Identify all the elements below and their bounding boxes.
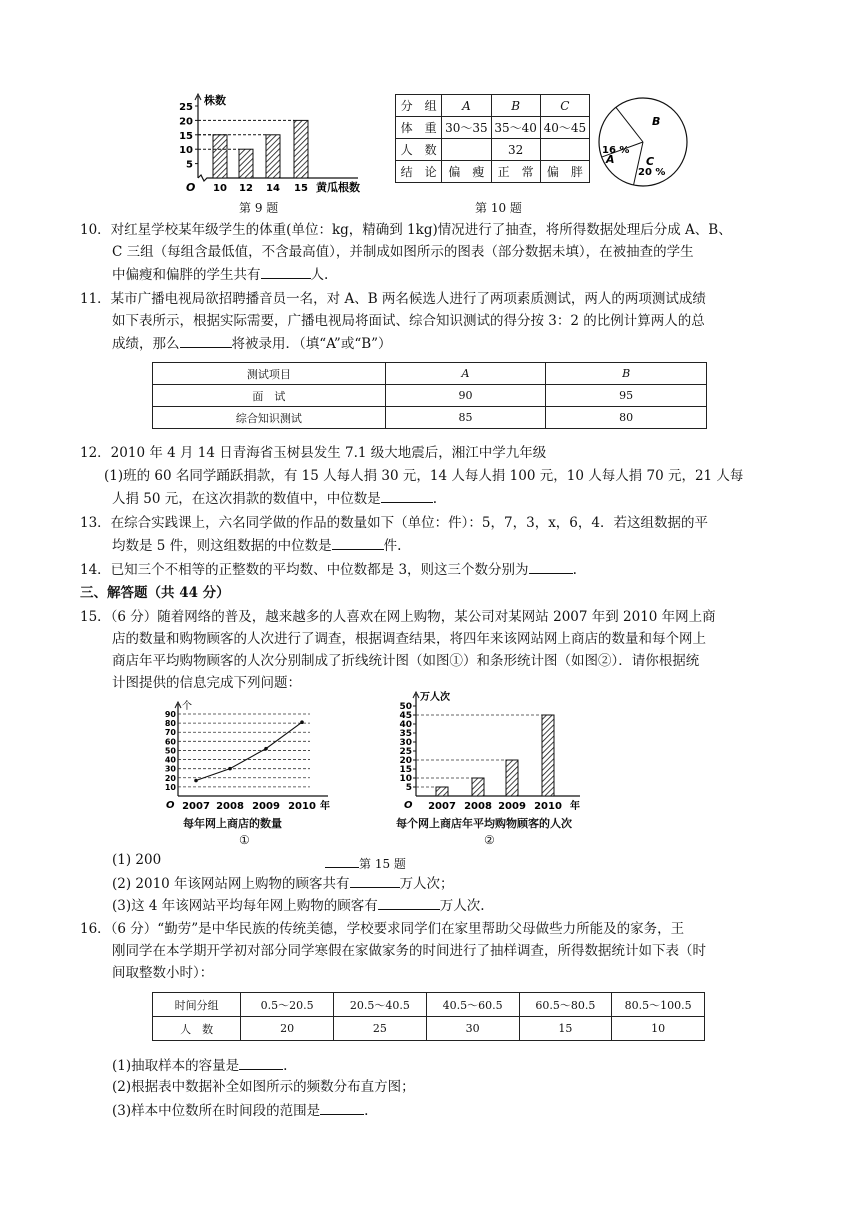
q15-sub-2 <box>112 873 454 894</box>
fig15a-y-tick-label: 70 <box>164 728 176 738</box>
q16-sub-3 <box>112 1100 368 1121</box>
q10-line-3 <box>112 264 328 285</box>
fig15b-origin: O <box>404 800 413 811</box>
q16-sub1-text-a: (1)抽取样本的容量是 <box>112 1058 240 1074</box>
fig15b-y-tick-label: 20 <box>399 756 412 766</box>
fig9-y-tick-label: 5 <box>186 159 193 171</box>
fig10-table-cell: 正 常 <box>491 161 540 183</box>
fig15b-y-tick-label: 10 <box>399 774 412 784</box>
fig10-pie-chart <box>596 95 690 189</box>
q16-table-row <box>153 993 705 1017</box>
q10-text-b: 人. <box>310 267 329 283</box>
fig15b-x-unit: 年 <box>570 801 580 812</box>
q11-table-row <box>153 363 707 385</box>
q11-text-b: 将被录用．（填“A”或“B”） <box>231 336 392 352</box>
q15-line-3: 商店年平均购物顾客的人次分别制成了折线统计图（如图①）和条形统计图（如图②）．请你根据统 <box>112 653 700 669</box>
q11-table-row <box>153 385 707 407</box>
q16-frequency-table <box>152 992 705 1041</box>
fig15b-y-tick-label: 30 <box>399 738 412 748</box>
q15-line-4: 计图提供的信息完成下列问题： <box>112 675 301 691</box>
fig10-pie-value-label: 20 % <box>638 167 666 178</box>
fig15a-x-tick-label: 2008 <box>216 801 244 812</box>
q16-table-cell: 时间分组 <box>153 993 241 1017</box>
q15-sub3-text-b: 万人次. <box>439 898 485 914</box>
fig15a-y-tick-label: 20 <box>164 773 176 783</box>
fig10-table-cell: 40～45 <box>540 117 589 139</box>
q16-sub3-text-b: . <box>364 1103 369 1119</box>
fig15b-x-tick-label: 2010 <box>534 801 562 812</box>
fig9-y-tick-label: 10 <box>179 145 193 157</box>
fig9-origin: O <box>186 181 196 194</box>
q15-sub2-text-b: 万人次； <box>399 876 454 892</box>
q12-line-3 <box>112 488 437 509</box>
fig10-table-cell <box>442 139 491 161</box>
fig15b-y-tick-label: 25 <box>399 747 412 757</box>
fig10-table-cell <box>540 139 589 161</box>
fig9-x-tick-label: 14 <box>266 183 280 194</box>
fig15b-bar <box>542 715 554 796</box>
fig10-caption: 第 10 题 <box>475 201 522 215</box>
q16-table-cell: 30 <box>426 1017 519 1041</box>
fig9-y-tick-label: 20 <box>179 116 193 128</box>
fig15a-y-tick-label: 50 <box>164 746 176 756</box>
q16-table-cell: 10 <box>612 1017 705 1041</box>
q12-line-2: (1)班的 60 名同学踊跃捐款，有 15 人每人捐 30 元，14 人每人捐 100 元，10 人每人捐 70 元，21 人每 <box>104 468 744 484</box>
q14-line-1 <box>80 559 577 580</box>
q11-table-cell: 85 <box>385 407 546 429</box>
fig15a-x-tick-label: 2007 <box>182 801 210 812</box>
fig15a-y-tick-label: 10 <box>164 782 176 792</box>
q15-line-2: 店的数量和购物顾客的人次进行了调查，根据调查结果，将四年来该网站网上商店的数量和每个网上 <box>112 631 706 647</box>
q11-table-cell: 95 <box>546 385 707 407</box>
fig10-pie-label: A <box>606 153 615 166</box>
fig15a-origin: O <box>166 800 175 811</box>
q16-line-1: 16．（6 分）“勤劳”是中华民族的传统美德，学校要求同学们在家里帮助父母做些力所能及的家务，王 <box>80 921 685 937</box>
fig15b-y-tick-label: 50 <box>399 702 412 712</box>
fig10-pie-label: C <box>646 155 655 168</box>
q16-table-cell: 0.5～20.5 <box>241 993 334 1017</box>
q16-table-cell: 20.5～40.5 <box>334 993 427 1017</box>
q13-line-1: 13．在综合实践课上，六名同学做的作品的数量如下（单位：件）：5，7，3，x，6，4．若这组数据的平 <box>80 515 708 531</box>
fig9-bar <box>266 135 280 178</box>
fig15b-marker: ② <box>484 833 495 847</box>
q11-answer-blank[interactable] <box>180 333 232 348</box>
fig15a-title: 每年网上商店的数量 <box>183 817 282 830</box>
q11-text-a: 成绩，那么 <box>112 336 180 352</box>
q11-line-1: 11．某市广播电视局欲招聘播音员一名，对 A、B 两名候选人进行了两项素质测试，两人的两项测试成绩 <box>80 291 706 307</box>
fig10-table-cell: 偏 瘦 <box>442 161 491 183</box>
fig15b-bar-chart <box>392 688 592 816</box>
fig15a-marker: ① <box>239 833 250 847</box>
fig10-table-cell: 偏 胖 <box>540 161 589 183</box>
fig9-y-tick-label: 25 <box>179 102 193 113</box>
fig15a-x-tick-label: 2009 <box>252 801 280 812</box>
q15-sub2-answer-blank[interactable] <box>350 873 400 888</box>
fig10-table-row <box>396 117 590 139</box>
section-3-title: 三、解答题（共 44 分） <box>80 585 230 601</box>
fig9-x-tick-label: 15 <box>294 183 308 194</box>
q11-line-3 <box>112 333 392 354</box>
fig9-ylabel: 株数 <box>204 94 226 107</box>
q16-table-cell: 60.5～80.5 <box>519 993 612 1017</box>
q12-text-b: . <box>432 491 438 507</box>
fig15a-data-point <box>194 779 198 783</box>
fig15a-series-line <box>196 722 302 780</box>
q11-table-cell: B <box>546 363 707 385</box>
q11-table-cell: 80 <box>546 407 707 429</box>
q14-text-a: 14．已知三个不相等的正整数的平均数、中位数都是 3，则这三个数分别为 <box>80 562 529 578</box>
q13-line-2 <box>112 535 401 556</box>
fig15b-title: 每个网上商店年平均购物顾客的人次 <box>396 817 572 830</box>
fig10-table <box>395 94 590 183</box>
fig15b-y-tick-label: 35 <box>399 729 412 739</box>
q13-text-a: 均数是 5 件，则这组数据的中位数是 <box>112 538 332 554</box>
q11-table-row <box>153 407 707 429</box>
fig9-bar <box>294 120 308 178</box>
fig10-pie-value-label: 16 % <box>602 145 630 156</box>
fig15b-bar <box>436 787 448 796</box>
fig9-x-tick-label: 12 <box>239 183 253 194</box>
fig15b-x-tick-label: 2009 <box>498 801 526 812</box>
q16-sub1-text-b: . <box>283 1058 288 1074</box>
fig15a-y-tick-label: 60 <box>164 737 176 747</box>
fig15b-y-tick-label: 45 <box>399 711 412 721</box>
q16-table-cell: 40.5～60.5 <box>426 993 519 1017</box>
q12-answer-blank[interactable] <box>381 488 433 503</box>
fig9-bar <box>213 135 227 178</box>
q11-table-cell: 90 <box>385 385 546 407</box>
q16-table-cell: 15 <box>519 1017 612 1041</box>
fig15a-y-tick-label: 90 <box>164 710 176 719</box>
q15-sub1-answer-blank[interactable] <box>325 853 359 868</box>
fig15b-bar <box>472 778 484 796</box>
q15-caption <box>325 853 406 874</box>
fig15a-data-point <box>264 747 268 751</box>
fig10-pie-label: B <box>652 115 661 128</box>
q12-line-1: 12．2010 年 4 月 14 日青海省玉树县发生 7.1 级大地震后，湘江中学九年级 <box>80 445 547 461</box>
fig15a-data-point <box>300 720 304 724</box>
q16-line-3: 间取整数小时）： <box>112 965 214 981</box>
fig15b-y-tick-label: 15 <box>399 765 412 775</box>
fig15a-y-tick-label: 80 <box>164 719 176 729</box>
q16-table-row <box>153 1017 705 1041</box>
q16-sub-1 <box>112 1055 287 1076</box>
q12-text-a: 人捐 50 元，在这次捐款的数值中，中位数是 <box>112 491 381 507</box>
fig9-xlabel: 黄瓜根数 <box>316 181 360 194</box>
fig9-y-tick-label: 15 <box>179 130 193 142</box>
fig15b-ylabel: 万人次 <box>420 692 450 703</box>
fig15a-data-point <box>228 767 232 771</box>
q14-text-b: . <box>572 562 577 578</box>
q10-answer-blank[interactable] <box>261 264 311 279</box>
fig10-table-cell: 体 重 <box>396 117 442 139</box>
q14-answer-blank[interactable] <box>529 559 573 574</box>
fig15b-x-tick-label: 2008 <box>464 801 492 812</box>
q15-sub3-text-a: (3)这 4 年该网站平均每年网上购物的顾客有 <box>112 898 378 914</box>
fig10-table-cell: B <box>491 95 540 117</box>
q15-sub-3 <box>112 895 485 916</box>
fig15a-x-unit: 年 <box>320 801 330 812</box>
fig10-table-cell: C <box>540 95 589 117</box>
q10-line-1: 10．对红星学校某年级学生的体重(单位：kg，精确到 1kg)情况进行了抽查，将所得数据处理后分成 A、B、 <box>80 222 732 238</box>
q16-line-2: 刚同学在本学期开学初对部分同学寒假在家做家务的时间进行了抽样调查，所得数据统计如下表（时 <box>112 943 706 959</box>
q13-answer-blank[interactable] <box>332 535 384 550</box>
q11-table-cell: 综合知识测试 <box>153 407 386 429</box>
q13-text-b: 件. <box>383 538 402 554</box>
fig10-table-row <box>396 95 590 117</box>
fig10-table-row <box>396 161 590 183</box>
q11-line-2: 如下表所示，根据实际需要，广播电视局将面试、综合知识测试的得分按 3：2 的比例计算两人的总 <box>112 313 705 329</box>
fig15a-line-chart <box>160 698 340 816</box>
fig15a-x-tick-label: 2010 <box>288 801 316 812</box>
q11-score-table <box>152 362 707 429</box>
fig9-caption: 第 9 题 <box>239 201 279 215</box>
fig10-table-cell: 32 <box>491 139 540 161</box>
fig15b-x-tick-label: 2007 <box>428 801 456 812</box>
q15-sub2-text-a: (2) 2010 年该网站网上购物的顾客共有 <box>112 876 350 892</box>
fig9-bar-chart <box>168 90 368 202</box>
fig15a-y-tick-label: 30 <box>164 764 176 774</box>
q11-table-cell: 测试项目 <box>153 363 386 385</box>
fig10-table-cell: 分 组 <box>396 95 442 117</box>
fig10-table-cell: 30～35 <box>442 117 491 139</box>
fig10-table-row <box>396 139 590 161</box>
q16-table-cell: 25 <box>334 1017 427 1041</box>
q11-table-cell: 面 试 <box>153 385 386 407</box>
q15-sub-1: (1) 200 <box>112 852 162 868</box>
fig10-table-cell: A <box>442 95 491 117</box>
fig15b-y-tick-label: 5 <box>405 783 412 793</box>
q15-caption-text: 第 15 题 <box>359 857 406 871</box>
fig15b-y-tick-label: 40 <box>399 720 412 730</box>
fig9-bar <box>239 149 253 178</box>
q15-sub3-answer-blank[interactable] <box>378 895 440 910</box>
q16-table-cell: 80.5～100.5 <box>612 993 705 1017</box>
q16-sub-2: (2)根据表中数据补全如图所示的频数分布直方图； <box>112 1079 415 1095</box>
fig15a-ylabel: 个 <box>182 701 192 712</box>
fig15b-bar <box>506 760 518 796</box>
fig9-x-tick-label: 10 <box>213 183 227 194</box>
q16-table-cell: 20 <box>241 1017 334 1041</box>
q16-sub1-answer-blank[interactable] <box>239 1055 283 1070</box>
fig10-table-cell: 人 数 <box>396 139 442 161</box>
q15-line-1: 15．（6 分）随着网络的普及，越来越多的人喜欢在网上购物，某公司对某网站 2007 年到 2010 年网上商 <box>80 609 716 625</box>
q16-sub3-text-a: (3)样本中位数所在时间段的范围是 <box>112 1103 321 1119</box>
q16-table-cell: 人 数 <box>153 1017 241 1041</box>
fig15a-y-tick-label: 40 <box>164 755 176 765</box>
fig10-table-cell: 结 论 <box>396 161 442 183</box>
q10-text-a: 中偏瘦和偏胖的学生共有 <box>112 267 261 283</box>
q16-sub3-answer-blank[interactable] <box>320 1100 364 1115</box>
q10-line-2: C 三组（每组含最低值，不含最高值），并制成如图所示的图表（部分数据未填），在被抽查的学生 <box>112 244 694 260</box>
fig10-table-cell: 35～40 <box>491 117 540 139</box>
q11-table-cell: A <box>385 363 546 385</box>
